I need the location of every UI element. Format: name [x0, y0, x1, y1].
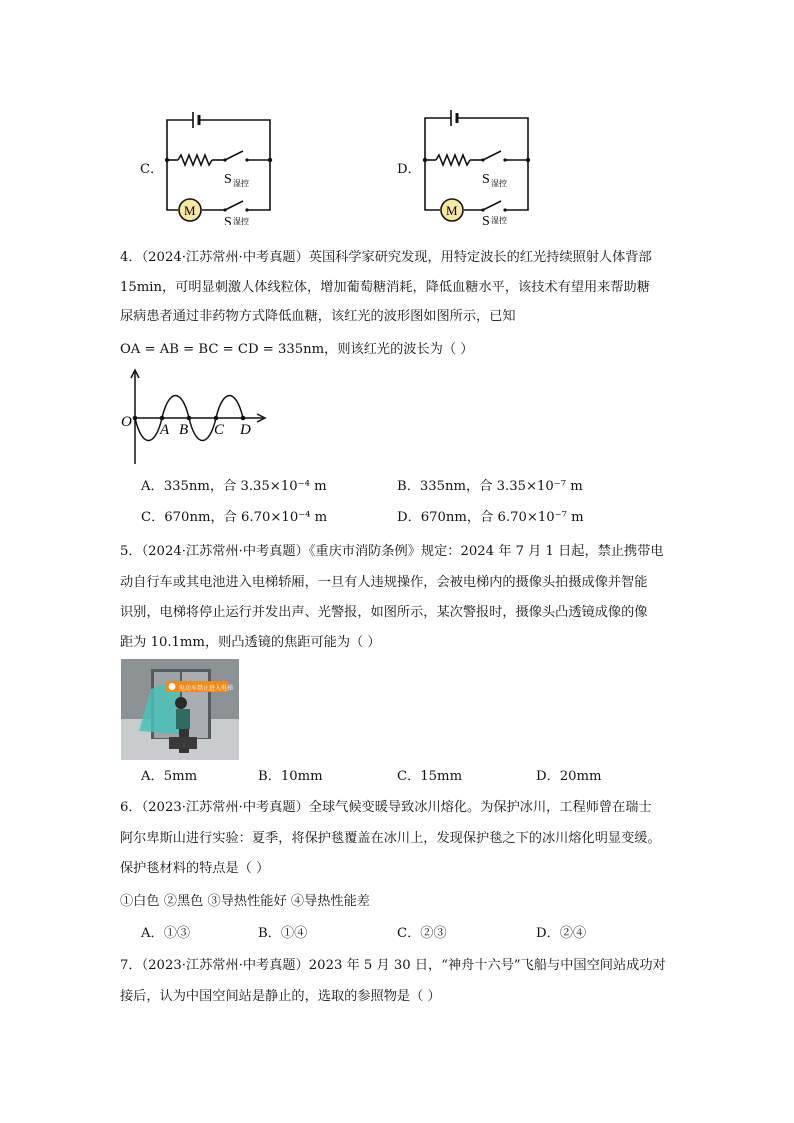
- q5-option-b[interactable]: B．10mm: [258, 769, 323, 784]
- q6-option-a[interactable]: A．①③: [141, 926, 191, 941]
- q4-line-3: 尿病患者通过非药物方式降低血糖，该红光的波形图如图所示，已知: [120, 309, 516, 324]
- q7-line-2: 接后，认为中国空间站是静止的，选取的参照物是（ ）: [120, 989, 441, 1004]
- motor-symbol-c: M: [184, 203, 196, 218]
- q4-option-b[interactable]: B．335nm，合 3.35×10⁻⁷ m: [397, 479, 583, 494]
- q5-option-c[interactable]: C．15mm: [397, 769, 463, 784]
- wave-label-c: C: [214, 422, 225, 438]
- switch-sub-d2: 湿控: [491, 216, 507, 225]
- q4-option-a[interactable]: A．335nm，合 3.35×10⁻⁴ m: [141, 479, 327, 494]
- q7-line-1: 7．（2023·江苏常州·中考真题）2023 年 5 月 30 日，“神舟十六号”飞船与中国空间站成功对: [120, 958, 666, 973]
- switch-label-d1: S: [482, 172, 490, 187]
- switch-sub-c1: 湿控: [233, 179, 249, 188]
- q6-option-b[interactable]: B．①④: [258, 926, 308, 941]
- q6-line-4: ①白色 ②黑色 ③导热性能好 ④导热性能差: [120, 894, 370, 909]
- q5-line-1: 5．（2024·江苏常州·中考真题）《重庆市消防条例》规定：2024 年 7 月 1 日起，禁止携带电: [120, 544, 664, 559]
- wave-label-b: B: [179, 422, 189, 438]
- q5-line-2: 动自行车或其电池进入电梯轿厢，一旦有人违规操作，会被电梯内的摄像头拍摄成像并智能: [120, 575, 648, 590]
- q5-line-4: 距为 10.1mm，则凸透镜的焦距可能为（ ）: [120, 635, 381, 650]
- motor-symbol-d: M: [446, 203, 458, 218]
- wave-label-a: A: [160, 422, 170, 438]
- wave-label-d: D: [240, 422, 251, 438]
- switch-label-c2: S: [224, 215, 232, 225]
- photo-warning-banner: 电动车禁止进入电梯: [179, 685, 234, 692]
- q4-option-d[interactable]: D．670nm，合 6.70×10⁻⁷ m: [397, 510, 584, 525]
- wave-label-o: O: [121, 414, 132, 430]
- switch-label-c1: S: [224, 172, 232, 187]
- option-label-c: C．: [140, 162, 164, 177]
- q6-line-3: 保护毯材料的特点是（ ）: [120, 861, 270, 876]
- q6-line-2: 阿尔卑斯山进行实验：夏季，将保护毯覆盖在冰川上，发现保护毯之下的冰川熔化明显变缓。: [120, 831, 661, 846]
- q5-option-d[interactable]: D．20mm: [536, 769, 602, 784]
- q4-line-4: OA = AB = BC = CD = 335nm，则该红光的波长为（ ）: [120, 342, 474, 357]
- q4-option-c[interactable]: C．670nm，合 6.70×10⁻⁴ m: [141, 510, 328, 525]
- elevator-photo: [121, 659, 239, 760]
- q6-option-c[interactable]: C．②③: [397, 926, 447, 941]
- q4-line-2: 15min，可明显刺激人体线粒体，增加葡萄糖消耗，降低血糖水平，该技术有望用来帮助糖: [120, 280, 650, 295]
- q6-option-d[interactable]: D．②④: [536, 926, 587, 941]
- wave-diagram: [115, 366, 275, 470]
- switch-sub-d1: 湿控: [491, 179, 507, 188]
- switch-sub-c2: 湿控: [233, 217, 249, 225]
- q5-line-3: 识别，电梯将停止运行并发出声、光警报，如图所示，某次警报时，摄像头凸透镜成像的像: [120, 605, 648, 620]
- q5-option-a[interactable]: A．5mm: [141, 769, 198, 784]
- q4-line-1: 4．（2024·江苏常州·中考真题）英国科学家研究发现，用特定波长的红光持续照射人体背部: [120, 250, 652, 265]
- option-label-d: D．: [397, 162, 421, 177]
- q6-line-1: 6．（2023·江苏常州·中考真题）全球气候变暖导致冰川熔化。为保护冰川，工程师曾在瑞士: [120, 800, 652, 815]
- switch-label-d2: S: [482, 214, 490, 225]
